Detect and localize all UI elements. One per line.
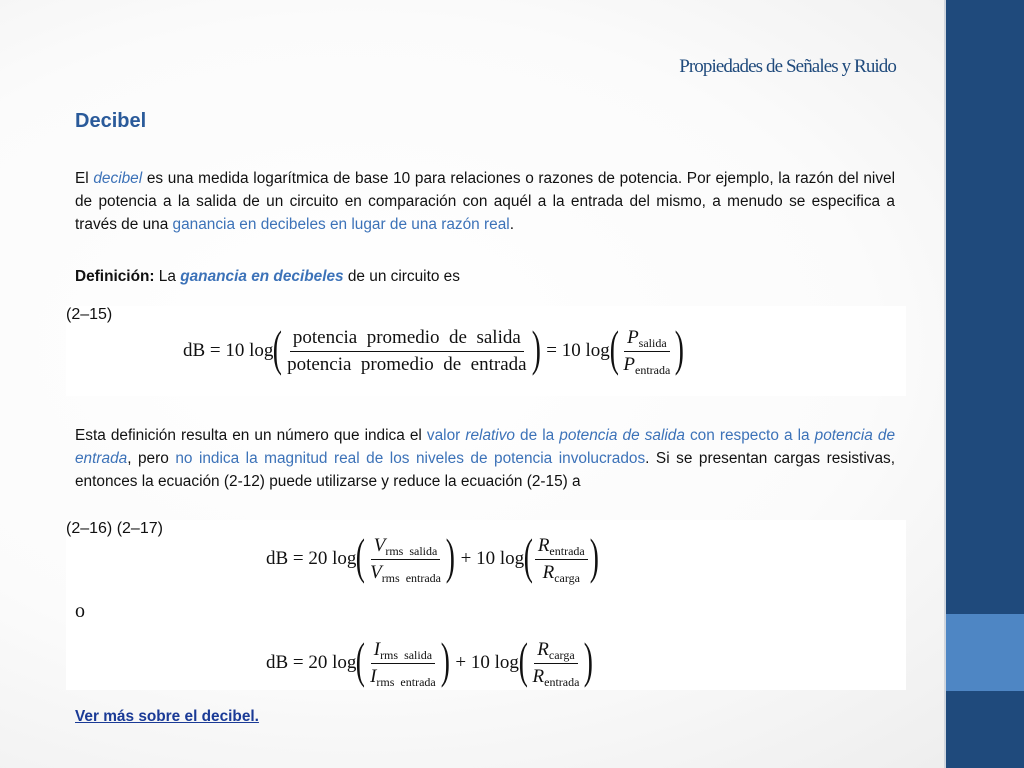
- fraction-p-ratio: [620, 327, 673, 376]
- equation-2-15: [183, 314, 684, 388]
- equation-2-16-2-17-block: [66, 520, 906, 690]
- paragraph-definition: [75, 265, 895, 288]
- highlight-italic: potencia de salida: [559, 427, 685, 444]
- paragraph-intro: [75, 167, 895, 236]
- numerator: [535, 535, 588, 560]
- subscript: rms entrada: [381, 570, 441, 585]
- denominator: [367, 664, 439, 688]
- subscript: entrada: [549, 543, 585, 558]
- subscript: rms salida: [385, 543, 438, 558]
- equation-number: (2–15): [66, 306, 113, 323]
- numerator: [534, 639, 577, 664]
- more-about-decibel-link[interactable]: Ver más sobre el decibel.: [75, 708, 259, 725]
- highlight-italic: relativo: [465, 427, 515, 444]
- var-i: I: [373, 638, 381, 660]
- eq-lhs: dB = 20 log: [266, 548, 357, 569]
- var-p: P: [627, 326, 639, 348]
- eq-mid: + 10 log: [460, 548, 525, 569]
- highlight-text: valor: [426, 427, 466, 444]
- close-paren: ): [531, 320, 541, 376]
- numerator: [624, 327, 670, 352]
- var-i: I: [370, 665, 377, 687]
- fraction-r-ratio: [535, 535, 588, 584]
- definition-label: Definición:: [75, 268, 155, 285]
- text: . Si se presentan cargas resistivas, entonces la ecuación (2-12) puede utilizarse y reduce la ecuación (2-15) a: [75, 450, 895, 490]
- subscript: carga: [548, 647, 575, 662]
- open-paren: (: [518, 632, 528, 688]
- close-paren: ): [584, 632, 594, 688]
- close-paren: ): [440, 632, 450, 688]
- subscript: rms salida: [380, 647, 433, 662]
- numerator: potencia promedio de salida: [290, 327, 524, 352]
- close-paren: ): [445, 528, 455, 584]
- subscript: salida: [638, 335, 667, 350]
- highlight-text: de la: [514, 427, 560, 444]
- text: El: [75, 170, 94, 187]
- open-paren: (: [356, 632, 366, 688]
- text: .: [509, 216, 514, 233]
- equation-2-15-block: [66, 306, 906, 396]
- highlight-text: ganancia en decibeles en lugar de una razón real: [172, 216, 510, 233]
- highlight-text: con respecto a la: [684, 427, 815, 444]
- subscript: carga: [554, 570, 580, 585]
- var-p: P: [623, 353, 636, 375]
- close-paren: ): [675, 320, 685, 376]
- numerator: [371, 535, 441, 560]
- fraction-r-ratio: [530, 639, 583, 688]
- text: La: [154, 268, 181, 285]
- eq-lhs: dB = 10 log: [183, 340, 274, 361]
- open-paren: (: [523, 528, 534, 584]
- var-r: R: [542, 561, 555, 583]
- open-paren: (: [356, 528, 366, 584]
- equation-number: (2–17): [116, 520, 163, 537]
- term-decibel: decibel: [93, 170, 143, 187]
- var-v: V: [370, 561, 382, 583]
- eq-lhs: dB = 20 log: [266, 652, 357, 673]
- sidebar-accent-block: [946, 614, 1024, 691]
- fraction-v-ratio: [367, 535, 444, 584]
- equation-number: (2–16): [66, 520, 113, 537]
- open-paren: (: [273, 320, 283, 376]
- eq-mid: = 10 log: [546, 340, 610, 361]
- denominator: [530, 664, 583, 688]
- fraction-power-ratio: [284, 327, 530, 376]
- paragraph-explanation: [75, 424, 895, 493]
- subscript: rms entrada: [376, 674, 436, 689]
- var-r: R: [532, 665, 545, 687]
- numerator: [371, 639, 435, 664]
- text: de un circuito es: [343, 268, 460, 285]
- close-paren: ): [589, 528, 599, 584]
- var-v: V: [373, 534, 386, 556]
- text: Esta definición resulta en un número que indica el: [75, 427, 427, 444]
- eq-mid: + 10 log: [455, 652, 519, 673]
- subscript: entrada: [544, 674, 580, 689]
- equation-2-16: [266, 526, 598, 592]
- highlight-italic: potencia de entrada: [75, 427, 896, 467]
- text: , pero: [127, 450, 176, 467]
- term-gain-db: ganancia en decibeles: [180, 268, 344, 285]
- or-label: o: [75, 600, 85, 622]
- denominator: [620, 352, 673, 376]
- subscript: entrada: [635, 362, 671, 377]
- equation-2-17: [266, 630, 593, 696]
- section-title: Decibel: [75, 110, 147, 132]
- slide-header: Propiedades de Señales y Ruido: [679, 56, 896, 77]
- var-r: R: [537, 638, 549, 660]
- denominator: [367, 560, 444, 584]
- fraction-i-ratio: [367, 639, 439, 688]
- denominator: [540, 560, 583, 584]
- var-r: R: [537, 534, 550, 556]
- denominator: potencia promedio de entrada: [287, 353, 527, 375]
- open-paren: (: [609, 320, 619, 376]
- highlight-text: no indica la magnitud real de los niveles de potencia involucrados: [175, 450, 646, 467]
- text: es una medida logarítmica de base 10 para relaciones o razones de potencia. Por ejemplo, la razón del nivel de potencia a la salida de un circuito en comparación con aquél a la entrada del mismo, a menudo se especifica a través de una: [75, 170, 895, 233]
